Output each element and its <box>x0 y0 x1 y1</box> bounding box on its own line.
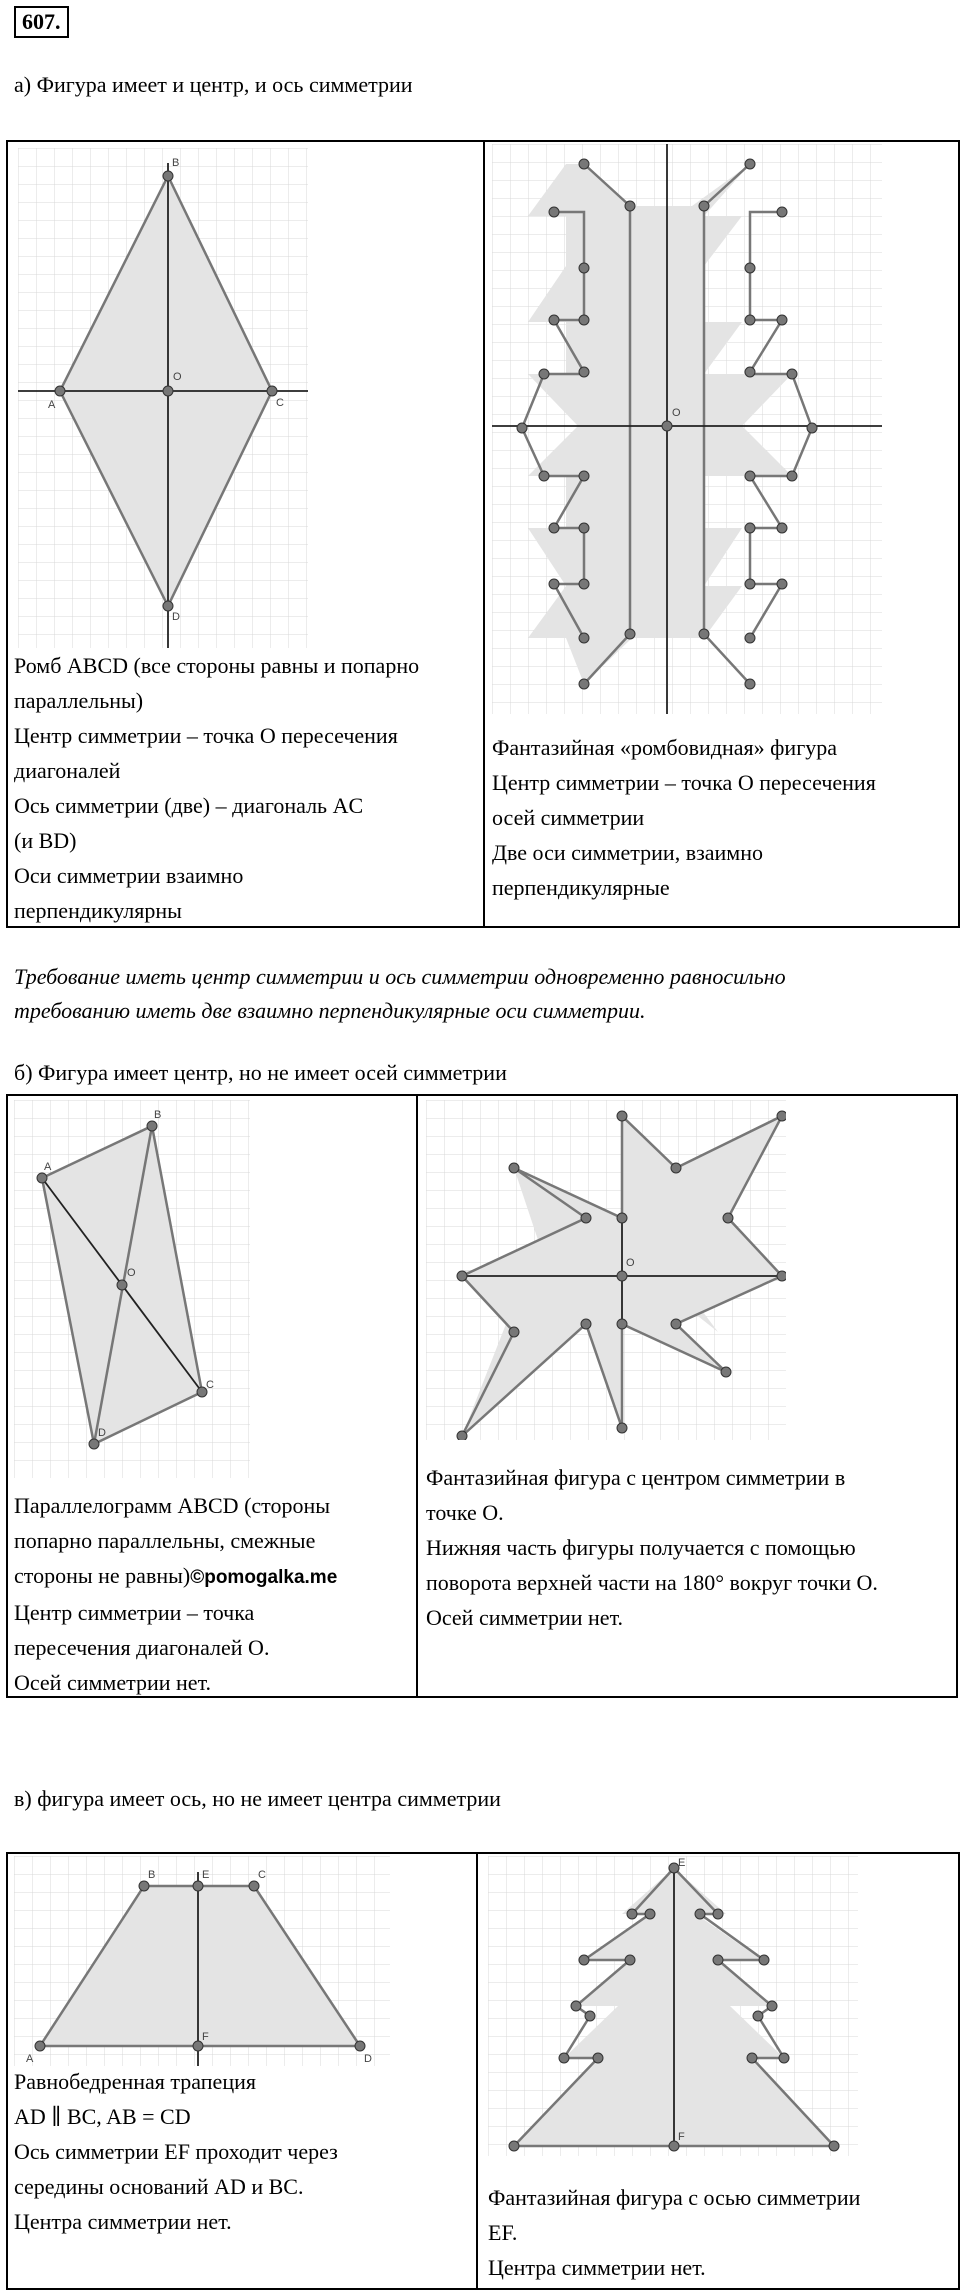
note-text: Требование иметь центр симметрии и ось симметрии одновременно равносильно требованию иметь две взаимно перпендикулярные оси симметрии. <box>14 964 786 1023</box>
label-a: A <box>44 1161 52 1173</box>
point-b <box>163 171 173 181</box>
label-b: B <box>172 157 180 169</box>
point-c <box>267 386 277 396</box>
fantasy-rhombus-figure <box>492 144 882 714</box>
point-o <box>662 421 672 431</box>
section-c-right-text: Фантазийная фигура с осью симметрии EF. Центра симметрии нет. <box>488 2185 861 2280</box>
section-b-left-text: Параллелограмм ABCD (стороны попарно параллельны, смежные стороны не равны)©pomogalka.me Центр симметрии – точка пересечения диагоналей O. Осей симметрии нет. <box>14 1493 338 1695</box>
point-o <box>617 1271 627 1281</box>
label-f: F <box>202 2031 209 2043</box>
watermark: ©pomogalka.me <box>190 1567 338 1588</box>
point-o <box>163 386 173 396</box>
section-a-left-text: Ромб ABCD (все стороны равны и попарно параллельны) Центр симметрии – точка O пересечения диагоналей Ось симметрии (две) – диагональ AC (и BD) Оси симметрии взаимно перпендикулярны <box>14 653 420 923</box>
point-a <box>55 386 65 396</box>
section-c-heading: в) фигура имеет ось, но не имеет центра симметрии <box>14 1786 501 1811</box>
label-b: B <box>148 1869 156 1881</box>
fantasy-center-figure <box>426 1100 786 1440</box>
point-o <box>117 1280 127 1290</box>
label-o: O <box>127 1267 136 1279</box>
section-a-right-text: Фантазийная «ромбовидная» фигура Центр симметрии – точка O пересечения осей симметрии Две оси симметрии, взаимно перпендикулярные <box>492 735 876 900</box>
section-a-heading: а) Фигура имеет и центр, и ось симметрии <box>14 72 413 97</box>
problem-number: 607. <box>14 6 69 38</box>
label-d: D <box>98 1427 106 1439</box>
label-o: O <box>173 371 182 383</box>
label-a: A <box>48 399 56 411</box>
label-a: A <box>26 2053 34 2065</box>
section-b-heading: б) Фигура имеет центр, но не имеет осей симметрии <box>14 1060 507 1085</box>
label-e: E <box>678 1857 686 1869</box>
label-o: O <box>672 407 681 419</box>
trapezoid-figure <box>14 1856 390 2066</box>
label-d: D <box>172 611 180 623</box>
section-c-left-text: Равнобедренная трапеция AD ∥ BC, AB = CD Ось симметрии EF проходит через середины оснований AD и BC. Центра симметрии нет. <box>14 2069 338 2234</box>
label-c: C <box>276 397 284 409</box>
point-d <box>163 601 173 611</box>
label-c: C <box>206 1379 214 1391</box>
label-c: C <box>258 1869 266 1881</box>
label-d: D <box>364 2053 372 2065</box>
rhombus-figure <box>18 148 308 648</box>
label-f: F <box>678 2131 685 2143</box>
section-b-right-text: Фантазийная фигура с центром симметрии в точке О. Нижняя часть фигуры получается с помощью поворота верхней части на 180° вокруг точки О. Осей симметрии нет. <box>426 1465 878 1630</box>
label-b: B <box>154 1109 162 1121</box>
fantasy-tree-figure <box>488 1856 858 2156</box>
label-o: O <box>626 1257 635 1269</box>
label-e: E <box>202 1869 210 1881</box>
parallelogram-figure <box>14 1100 250 1478</box>
